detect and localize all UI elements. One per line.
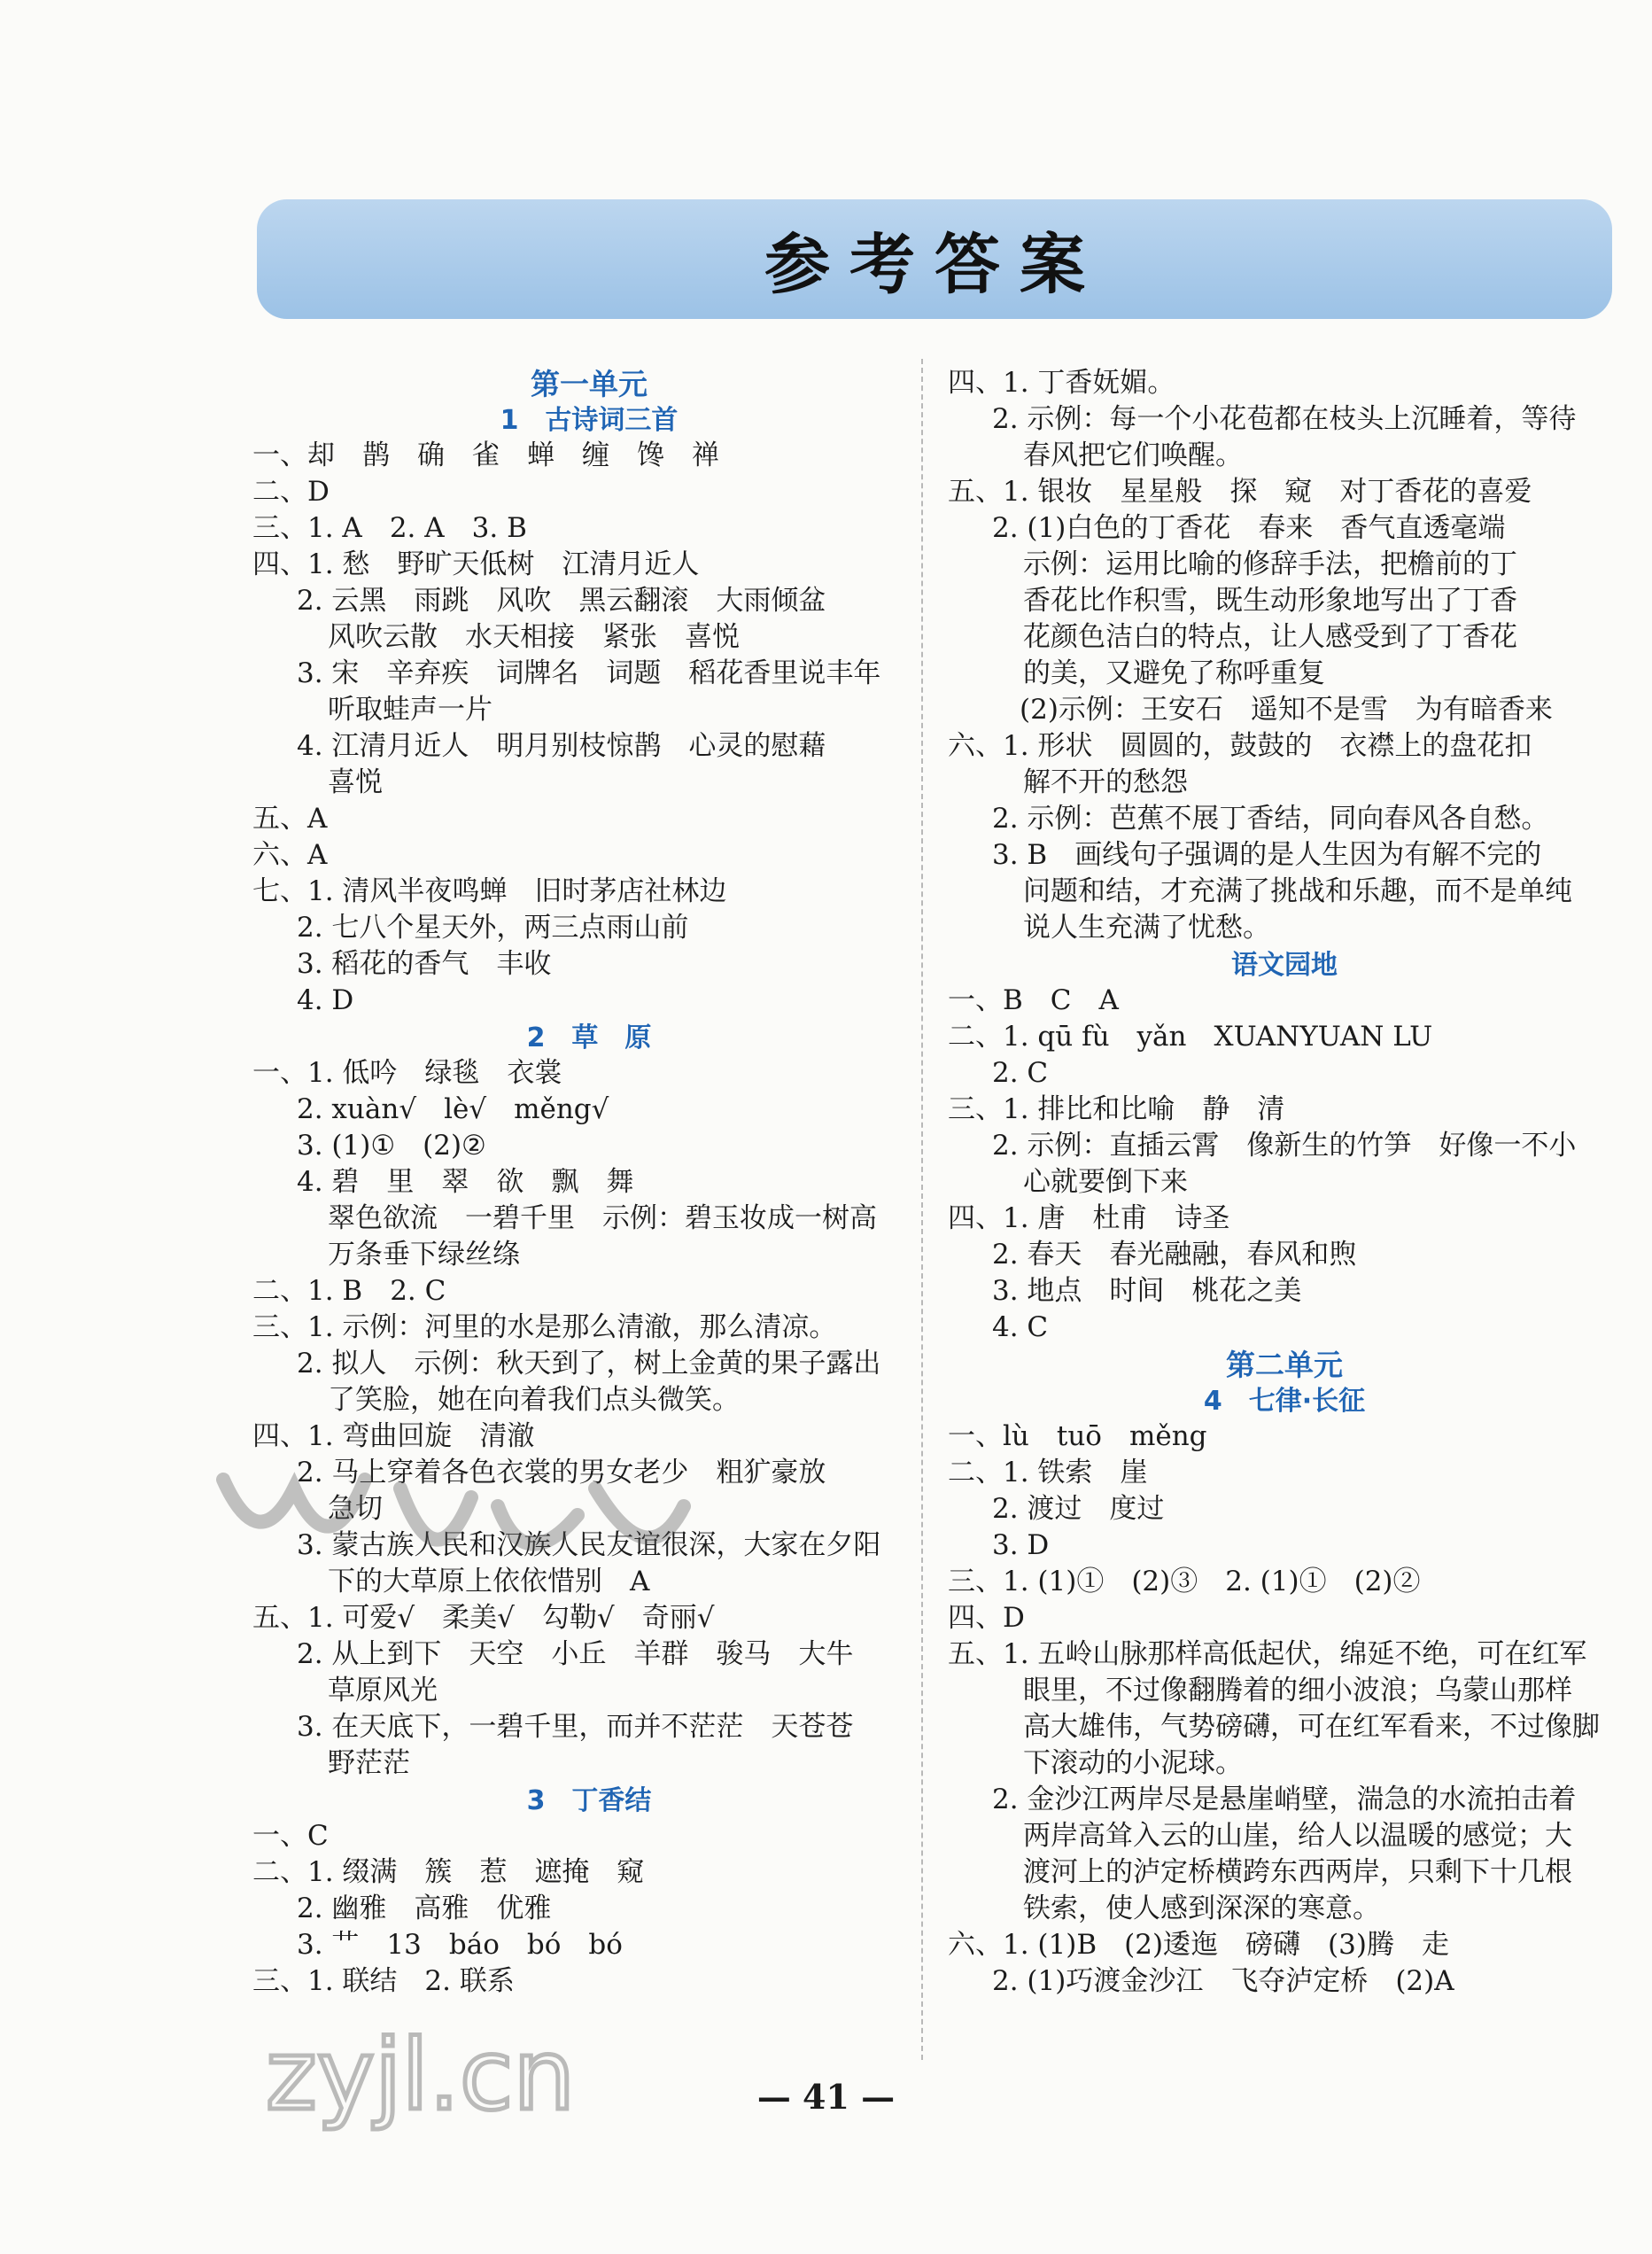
answer-line: 七、1. 清风半夜鸣蝉 旧时茅店社林边 [252, 875, 727, 907]
answer-continuation: 下的大草原上依依惜别 A [328, 1566, 650, 1597]
answer-line: 五、1. 银妆 星星般 探 窥 对丁香花的喜爱 [948, 476, 1532, 508]
answer-continuation: 了笑脸，她在向着我们点头微笑。 [328, 1384, 740, 1416]
answer-subline: 2. C [992, 1057, 1049, 1089]
answer-subline: 3. 在天底下，一碧千里，而并不茫茫 天苍苍 [297, 1711, 854, 1743]
answer-line: 四、D [948, 1602, 1025, 1634]
answer-line: 四、1. 弯曲回旋 清澈 [252, 1420, 535, 1452]
answer-continuation: 下滚动的小泥球。 [1023, 1747, 1243, 1779]
answer-continuation: 风吹云散 水天相接 紧张 喜悦 [328, 621, 740, 653]
answer-subline: 3. 艹 13 báo bó bó [297, 1929, 623, 1961]
answer-continuation: 香花比作积雪，既生动形象地写出了丁香 [1023, 585, 1517, 617]
answer-subline: 3. B 画线句子强调的是人生因为有解不完的 [992, 839, 1542, 871]
answer-continuation: 喜悦 [328, 766, 383, 798]
answer-line: 一、1. 低吟 绿毯 衣裳 [252, 1057, 562, 1089]
watermark-text [257, 2011, 717, 2135]
answer-subline: 3. (1)① (2)② [297, 1130, 486, 1162]
answer-subline: 3. 稻花的香气 丰收 [297, 948, 552, 980]
answer-subline: 2. 七八个星天外，两三点雨山前 [297, 912, 689, 944]
answer-line: 三、1. (1)① (2)③ 2. (1)① (2)② [948, 1566, 1421, 1597]
lesson-heading: 4 七律·长征 [1203, 1386, 1366, 1417]
answer-continuation: 花颜色洁白的特点，让人感受到了丁香花 [1023, 621, 1517, 653]
answer-line: 三、1. 示例：河里的水是那么清澈，那么清凉。 [252, 1311, 837, 1343]
answer-line: 四、1. 愁 野旷天低树 江清月近人 [252, 548, 700, 580]
lesson-heading: 2 草 原 [526, 1022, 652, 1053]
answer-subline: 2. 示例：每一个小花苞都在枝头上沉睡着，等待 [992, 403, 1577, 435]
answer-continuation: 渡河上的泸定桥横跨东西两岸，只剩下十几根 [1023, 1856, 1572, 1888]
answer-continuation: 解不开的愁怨 [1023, 766, 1188, 798]
left-column [252, 365, 926, 2000]
answer-line: 一、lù tuō měng [948, 1420, 1207, 1452]
answer-subline: 2. 幽雅 高雅 优雅 [297, 1893, 552, 1924]
answer-subline: 2. xuàn√ lè√ měng√ [297, 1093, 609, 1125]
answer-subline: 2. 马上穿着各色衣裳的男女老少 粗犷豪放 [297, 1457, 826, 1488]
answer-continuation: 草原风光 [328, 1675, 438, 1706]
answer-subline: 2. 春天 春光融融，春风和煦 [992, 1239, 1357, 1271]
answer-subline: 4. C [992, 1311, 1049, 1343]
answer-line: 五、1. 五岭山脉那样高低起伏，绵延不绝，可在红军 [948, 1638, 1587, 1670]
answer-line: 三、1. A 2. A 3. B [252, 512, 527, 544]
answer-line: 六、1. (1)B (2)逶迤 磅礴 (3)腾 走 [948, 1929, 1449, 1961]
answer-line: 二、1. B 2. C [252, 1275, 446, 1307]
answer-subline: 2. 从上到下 天空 小丘 羊群 骏马 大牛 [297, 1638, 854, 1670]
answer-line: 三、1. 排比和比喻 静 清 [948, 1093, 1285, 1125]
answer-continuation: 两岸高耸入云的山崖，给人以温暖的感觉；大 [1023, 1820, 1572, 1852]
answer-line: 一、C [252, 1820, 329, 1852]
answer-subline: 4. D [297, 984, 354, 1016]
answer-line: 二、1. 铁索 崖 [948, 1457, 1148, 1488]
answer-subline: 2. 拟人 示例：秋天到了，树上金黄的果子露出 [297, 1348, 881, 1380]
answer-subline: 2. 示例：芭蕉不展丁香结，同向春风各自愁。 [992, 803, 1549, 835]
answer-line: 三、1. 联结 2. 联系 [252, 1965, 515, 1997]
answer-subline: 3. 宋 辛弃疾 词牌名 词题 稻花香里说丰年 [297, 657, 881, 689]
answer-continuation: 铁索，使人感到深深的寒意。 [1023, 1893, 1380, 1924]
answer-subline: 2. 渡过 度过 [992, 1493, 1165, 1525]
answer-continuation: 听取蛙声一片 [328, 694, 492, 726]
answer-line: 四、1. 丁香妩媚。 [948, 367, 1175, 399]
page-number: — 41 — [756, 2077, 896, 2117]
answer-line: 一、却 鹊 确 雀 蝉 缠 馋 禅 [252, 439, 719, 471]
answer-subline: 3. D [992, 1529, 1050, 1561]
answer-continuation: 心就要倒下来 [1023, 1166, 1188, 1198]
answer-subline: 2. 云黑 雨跳 风吹 黑云翻滚 大雨倾盆 [297, 585, 826, 617]
answer-continuation: 万条垂下绿丝绦 [328, 1239, 520, 1271]
answer-subline: 2. (1)白色的丁香花 春来 香气直透毫端 [992, 512, 1506, 544]
answer-continuation: 翠色欲流 一碧千里 示例：碧玉妆成一树高 [328, 1202, 877, 1234]
answer-subline: 4. 碧 里 翠 欲 飘 舞 [297, 1166, 634, 1198]
answer-continuation: 春风把它们唤醒。 [1023, 439, 1243, 471]
answer-line: 二、1. qū fù yǎn XUANYUAN LU [948, 1021, 1433, 1053]
answer-line: 五、A [252, 803, 328, 835]
answer-subline: (2)示例：王安石 遥知不是雪 为有暗香来 [992, 694, 1553, 726]
answer-line: 二、1. 缀满 簇 惹 遮掩 窥 [252, 1856, 645, 1888]
answer-line: 六、1. 形状 圆圆的，鼓鼓的 衣襟上的盘花扣 [948, 730, 1532, 762]
lesson-heading: 1 古诗词三首 [500, 405, 679, 436]
title-banner [257, 199, 1612, 319]
right-column [948, 365, 1621, 2000]
answer-continuation: 的美，又避免了称呼重复 [1023, 657, 1325, 689]
answer-continuation: 示例：运用比喻的修辞手法，把檐前的丁 [1023, 548, 1517, 580]
answer-continuation: 问题和结，才充满了挑战和乐趣，而不是单纯 [1023, 875, 1572, 907]
answer-continuation: 高大雄伟，气势磅礴，可在红军看来，不过像脚 [1023, 1711, 1600, 1743]
lesson-heading: 3 丁香结 [526, 1785, 652, 1816]
watermark-text-label: zyjl.cn [266, 2018, 576, 2132]
answer-continuation: 说人生充满了忧愁。 [1023, 912, 1270, 944]
answer-line: 一、B C A [948, 984, 1119, 1016]
unit-heading: 第二单元 [1226, 1348, 1343, 1382]
lesson-heading: 语文园地 [1231, 950, 1338, 981]
answer-line: 二、D [252, 476, 330, 508]
page-title: 参考答案 [764, 226, 1105, 303]
watermark-logo [206, 1453, 702, 1604]
answer-continuation: 野茫茫 [328, 1747, 410, 1779]
answer-continuation: 急切 [328, 1493, 383, 1525]
unit-heading: 第一单元 [531, 367, 648, 401]
answer-continuation: 眼里，不过像翻腾着的细小波浪；乌蒙山那样 [1023, 1675, 1572, 1706]
answer-subline: 2. (1)巧渡金沙江 飞夺泸定桥 (2)A [992, 1965, 1454, 1997]
answer-line: 六、A [252, 839, 328, 871]
answer-subline: 2. 示例：直插云霄 像新生的竹笋 好像一不小 [992, 1130, 1577, 1162]
answer-line: 四、1. 唐 杜甫 诗圣 [948, 1202, 1230, 1234]
answer-line: 五、1. 可爱√ 柔美√ 勾勒√ 奇丽√ [252, 1602, 715, 1634]
answer-subline: 3. 地点 时间 桃花之美 [992, 1275, 1302, 1307]
answer-subline: 3. 蒙古族人民和汉族人民友谊很深，大家在夕阳 [297, 1529, 881, 1561]
answer-subline: 4. 江清月近人 明月别枝惊鹊 心灵的慰藉 [297, 730, 826, 762]
answer-subline: 2. 金沙江两岸尽是悬崖峭壁，湍急的水流拍击着 [992, 1784, 1577, 1815]
